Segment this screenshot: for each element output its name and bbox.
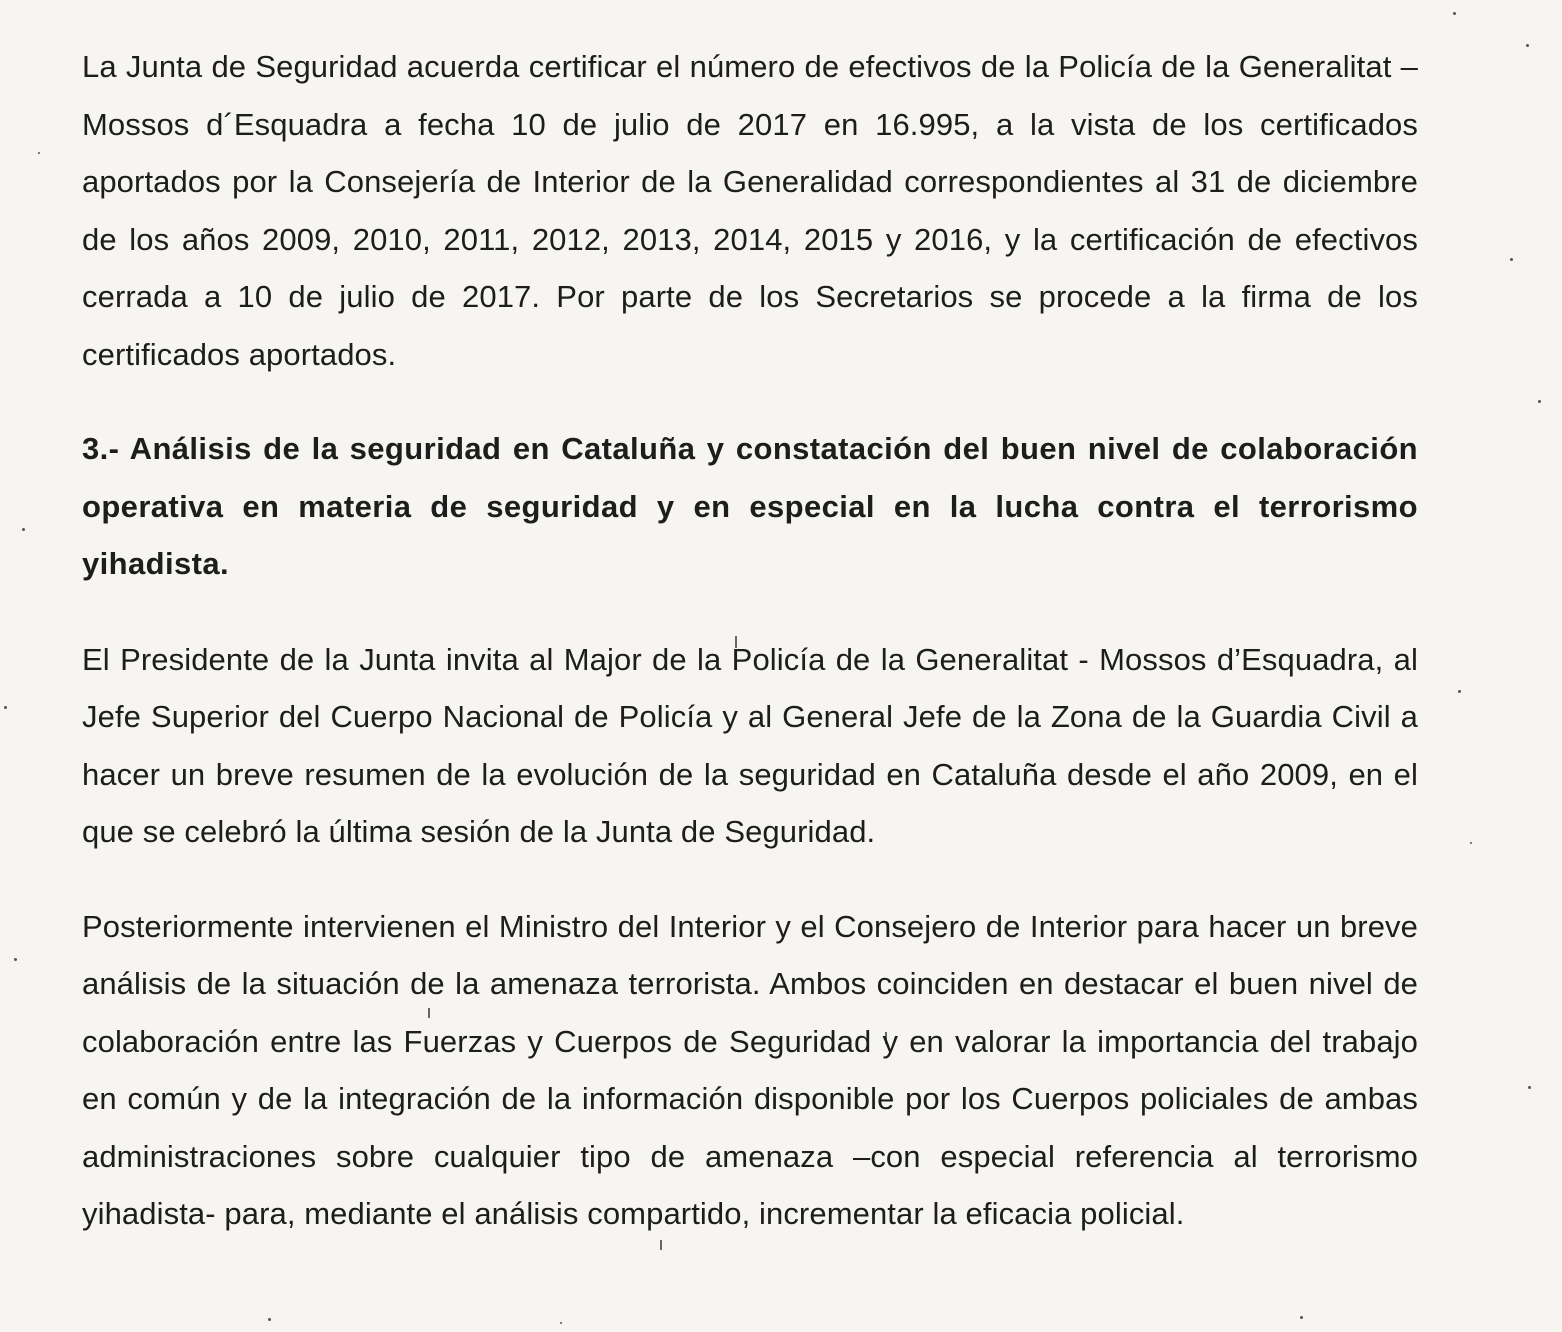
scan-speck xyxy=(14,958,17,961)
scan-speck xyxy=(1538,400,1541,403)
scan-speck xyxy=(4,706,7,709)
scan-speck xyxy=(1458,690,1461,693)
paragraph-certificacion-efectivos: La Junta de Seguridad acuerda certificar el número de efectivos de la Policía de la Generalitat – Mossos d´Esquadra a fecha 10 de julio de 2017 en 16.995, a la vista de los certificados aportados por la Consejería de Interior de la Generalidad correspondientes al 31 de diciembre de los años 2009, 2010, 2011, 2012, 2013, 2014, 2015 y 2016, y la certificación de efectivos cerrada a 10 de julio de 2017. Por parte de los Secretarios se procede a la firma de los certificados aportados. xyxy=(82,49,1418,372)
scan-speck xyxy=(22,528,25,531)
scan-speck xyxy=(1510,258,1513,261)
section-heading-3: 3.- Análisis de la seguridad en Cataluña y constatación del buen nivel de colaboración operativa en materia de seguridad y en especial en la lucha contra el terrorismo yihadista. xyxy=(82,431,1418,581)
scan-speck xyxy=(1528,1086,1531,1089)
document-body xyxy=(82,38,1418,1243)
paragraph-intervencion-ministros: Posteriormente intervienen el Ministro del Interior y el Consejero de Interior para hacer un breve análisis de la situación de la amenaza terrorista. Ambos coinciden en destacar el buen nivel de colaboración entre las Fuerzas y Cuerpos de Seguridad y en valorar la importancia del trabajo en común y de la integración de la información disponible por los Cuerpos policiales de ambas administraciones sobre cualquier tipo de amenaza –con especial referencia al terrorismo yihadista- para, mediante el análisis compartido, incrementar la eficacia policial. xyxy=(82,908,1418,1231)
scan-speck xyxy=(268,1318,271,1321)
paragraph-invitacion-presidente: El Presidente de la Junta invita al Major de la Policía de la Generalitat - Mossos d’Esquadra, al Jefe Superior del Cuerpo Nacional de Policía y al General Jefe de la Zona de la Guardia Civil a hacer un breve resumen de la evolución de la seguridad en Cataluña desde el año 2009, en el que se celebró la última sesión de la Junta de Seguridad. xyxy=(82,641,1418,849)
scan-speck xyxy=(1300,1316,1303,1319)
scan-speck xyxy=(38,152,40,154)
scan-speck xyxy=(1453,12,1456,15)
scan-speck xyxy=(1470,842,1472,844)
scan-speck xyxy=(1526,44,1529,47)
scan-speck xyxy=(560,1322,562,1324)
